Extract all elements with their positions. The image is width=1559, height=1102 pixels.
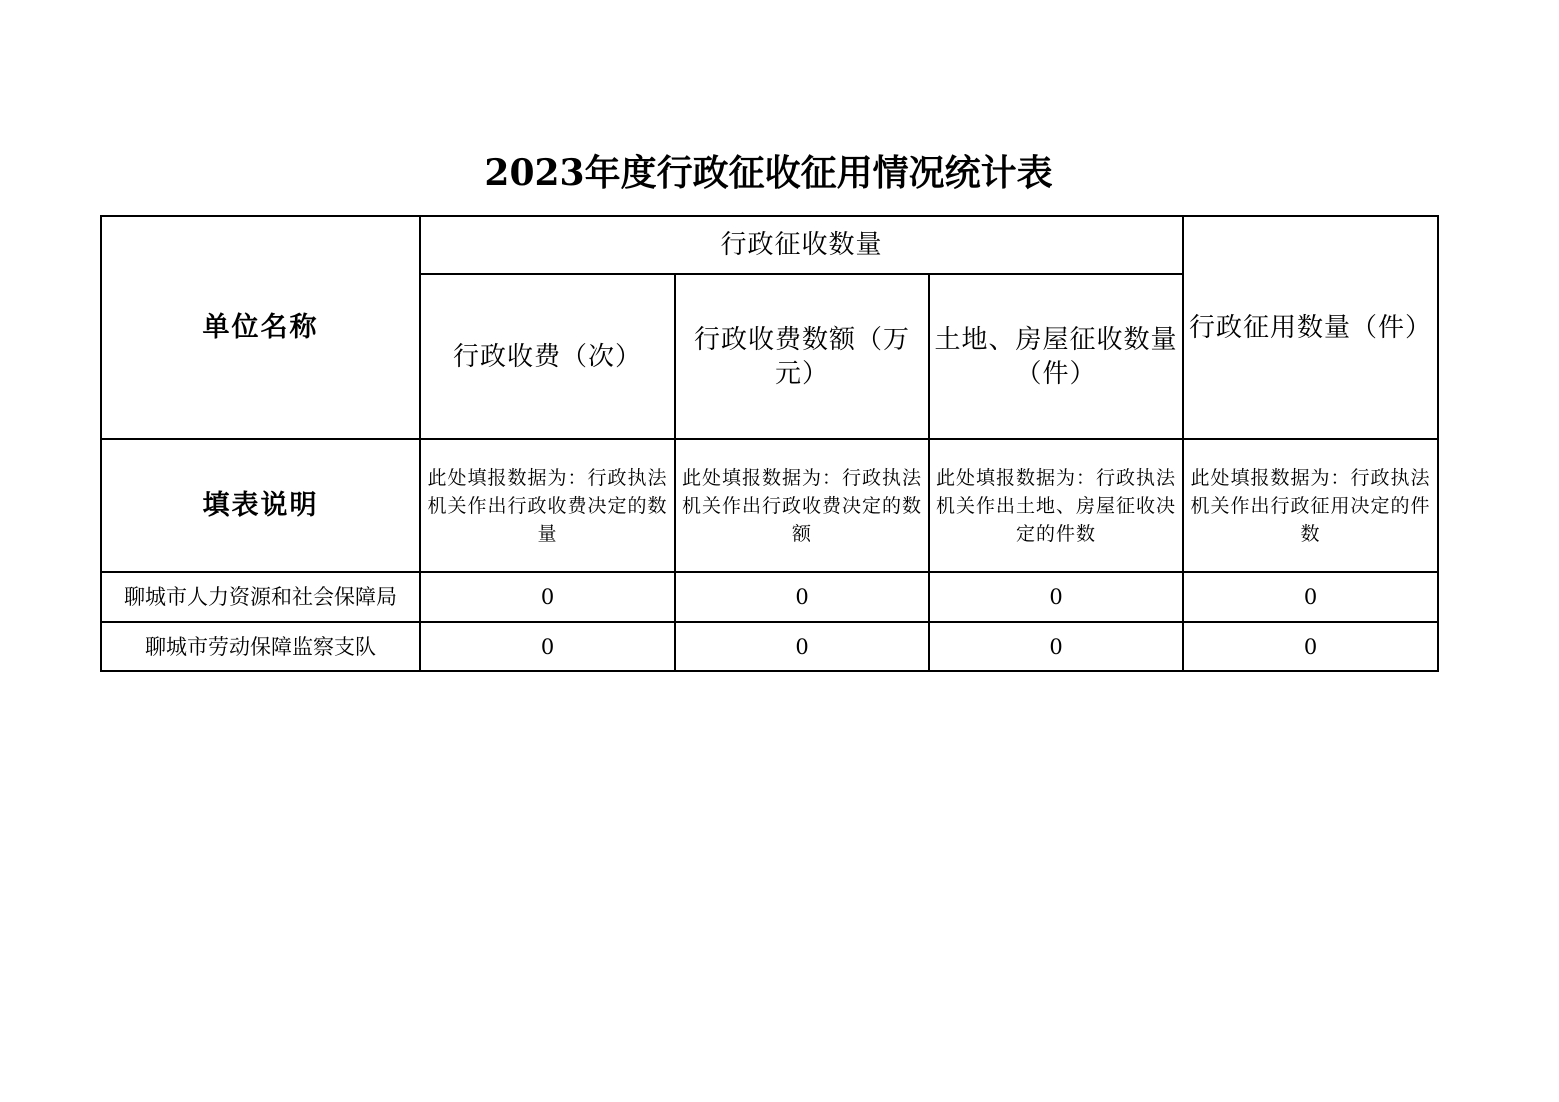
land-housing-levy-header: 土地、房屋征收数量（件） xyxy=(929,274,1183,439)
levy-fee-count-header: 行政收费（次） xyxy=(420,274,675,439)
value-cell: 0 xyxy=(1183,622,1438,671)
value-cell: 0 xyxy=(929,572,1183,622)
notes-row xyxy=(101,439,1438,572)
note-land-housing: 此处填报数据为：行政执法机关作出土地、房屋征收决定的件数 xyxy=(929,439,1183,572)
value-cell: 0 xyxy=(420,622,675,671)
statistics-table xyxy=(100,215,1439,672)
levy-fee-amount-header: 行政收费数额（万元） xyxy=(675,274,929,439)
value-cell: 0 xyxy=(420,572,675,622)
value-cell: 0 xyxy=(1183,572,1438,622)
note-fee-count: 此处填报数据为：行政执法机关作出行政收费决定的数量 xyxy=(420,439,675,572)
value-cell: 0 xyxy=(675,622,929,671)
unit-name-cell: 聊城市人力资源和社会保障局 xyxy=(101,572,420,622)
expropriation-header: 行政征用数量（件） xyxy=(1183,216,1438,439)
table-row xyxy=(101,572,1438,622)
note-fee-amount: 此处填报数据为：行政执法机关作出行政收费决定的数额 xyxy=(675,439,929,572)
unit-name-header: 单位名称 xyxy=(101,216,420,439)
value-cell: 0 xyxy=(929,622,1183,671)
note-expropriation: 此处填报数据为：行政执法机关作出行政征用决定的件数 xyxy=(1183,439,1438,572)
page-title: 2023年度行政征收征用情况统计表 xyxy=(484,152,1053,194)
unit-name-cell: 聊城市劳动保障监察支队 xyxy=(101,622,420,671)
table-row xyxy=(101,622,1438,671)
value-cell: 0 xyxy=(675,572,929,622)
notes-label: 填表说明 xyxy=(101,439,420,572)
header-row-top xyxy=(101,216,1438,274)
levy-group-header: 行政征收数量 xyxy=(420,216,1183,274)
